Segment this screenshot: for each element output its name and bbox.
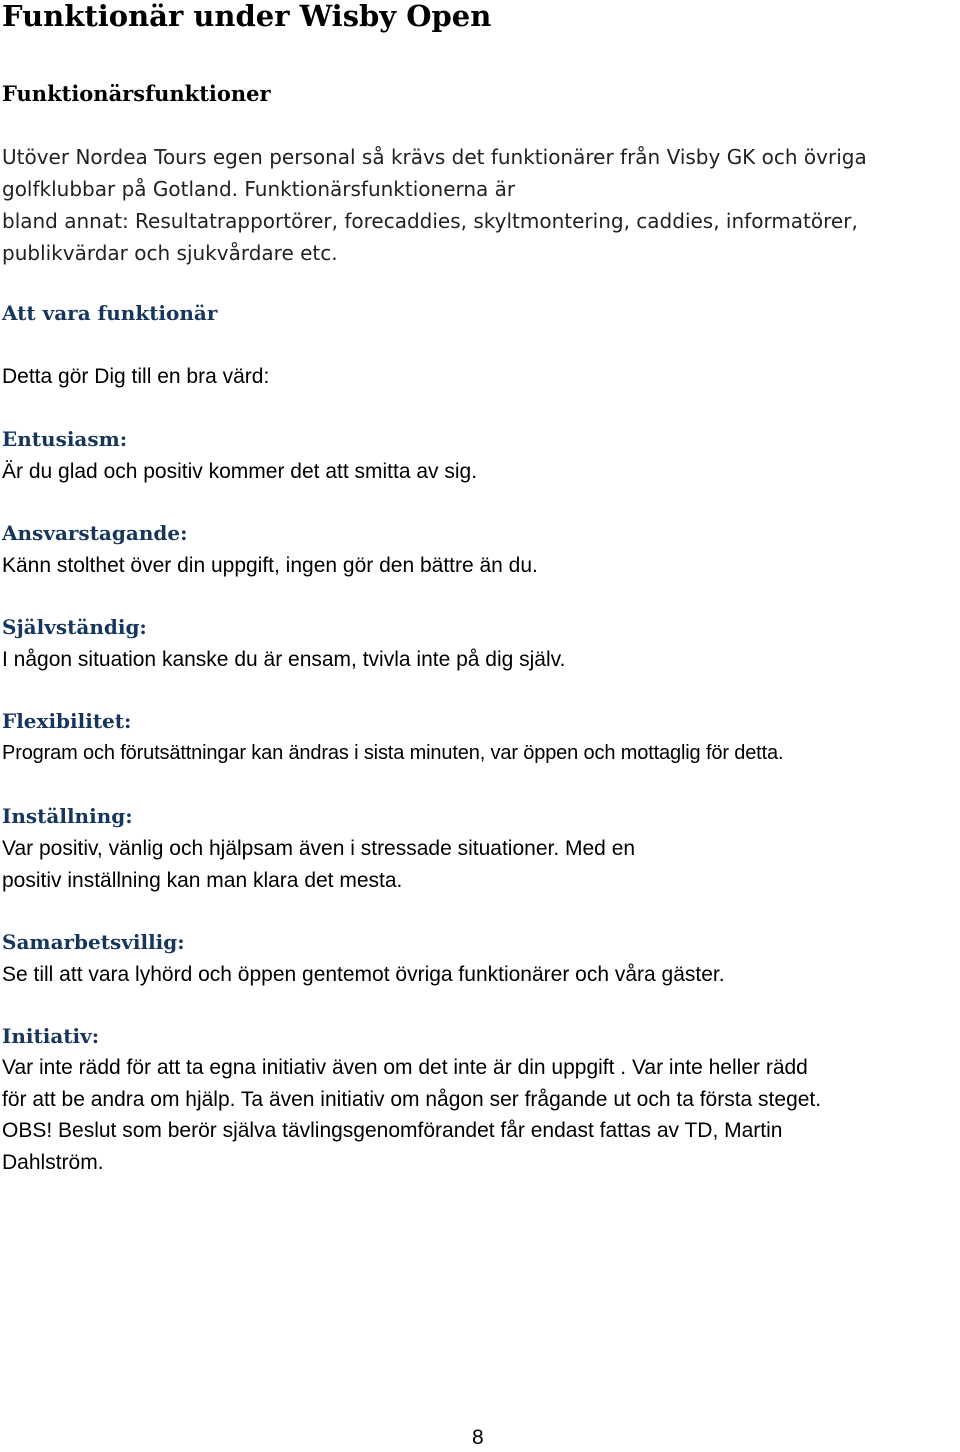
quality-heading-samarbetsvillig: Samarbetsvillig:	[2, 930, 185, 954]
quality-text-installning	[2, 833, 635, 896]
quality-heading-entusiasm: Entusiasm:	[2, 427, 128, 451]
quality-line: för att be andra om hjälp. Ta även initiativ om någon ser frågande ut och ta första steget.	[2, 1087, 822, 1111]
quality-line: Var positiv, vänlig och hjälpsam även i stressade situationer. Med en	[2, 837, 636, 860]
quality-line: Dahlström.	[2, 1150, 104, 1174]
page-title: Funktionär under Wisby Open	[2, 0, 492, 33]
quality-heading-sjalvstandig: Självständig:	[2, 615, 147, 639]
quality-heading-initiativ: Initiativ:	[2, 1024, 100, 1048]
quality-text-flexibilitet	[2, 738, 783, 770]
intro-paragraph	[2, 141, 952, 269]
intro-line: bland annat: Resultatrapportörer, forecaddies, skyltmontering, caddies, informatörer,	[2, 209, 858, 233]
quality-line: Känn stolthet över din uppgift, ingen gör den bättre än du.	[2, 554, 538, 577]
intro-line: golfklubbar på Gotland. Funktionärsfunktionerna är	[2, 177, 516, 201]
section-heading: Funktionärsfunktioner	[2, 81, 271, 106]
quality-line: Var inte rädd för att ta egna initiativ även om det inte är din uppgift . Var inte heller rädd	[2, 1056, 808, 1079]
quality-heading-flexibilitet: Flexibilitet:	[2, 709, 132, 733]
quality-heading-ansvarstagande: Ansvarstagande:	[2, 521, 188, 545]
quality-text-sjalvstandig	[2, 644, 565, 676]
quality-line: OBS! Beslut som berör själva tävlingsgenomförandet får endast fattas av TD, Martin	[2, 1119, 783, 1142]
quality-line: Se till att vara lyhörd och öppen gentemot övriga funktionärer och våra gäster.	[2, 963, 725, 986]
quality-line: positiv inställning kan man klara det mesta.	[2, 868, 403, 892]
page-number: 8	[472, 1426, 484, 1449]
subheading-att-vara-funktionar: Att vara funktionär	[2, 301, 218, 325]
quality-line: I någon situation kanske du är ensam, tvivla inte på dig själv.	[2, 648, 566, 671]
quality-heading-installning: Inställning:	[2, 804, 133, 828]
intro-line: publikvärdar och sjukvårdare etc.	[2, 241, 338, 265]
intro-line: Utöver Nordea Tours egen personal så krävs det funktionärer från Visby GK och övriga	[2, 145, 867, 169]
quality-text-entusiasm	[2, 456, 477, 488]
quality-text-ansvarstagande	[2, 550, 538, 582]
quality-line: Program och förutsättningar kan ändras i sista minuten, var öppen och mottaglig för detta.	[2, 742, 784, 764]
quality-line: Är du glad och positiv kommer det att smitta av sig.	[2, 460, 478, 483]
quality-text-initiativ	[2, 1052, 821, 1178]
lead-text: Detta gör Dig till en bra värd:	[2, 365, 270, 388]
quality-text-samarbetsvillig	[2, 959, 725, 991]
